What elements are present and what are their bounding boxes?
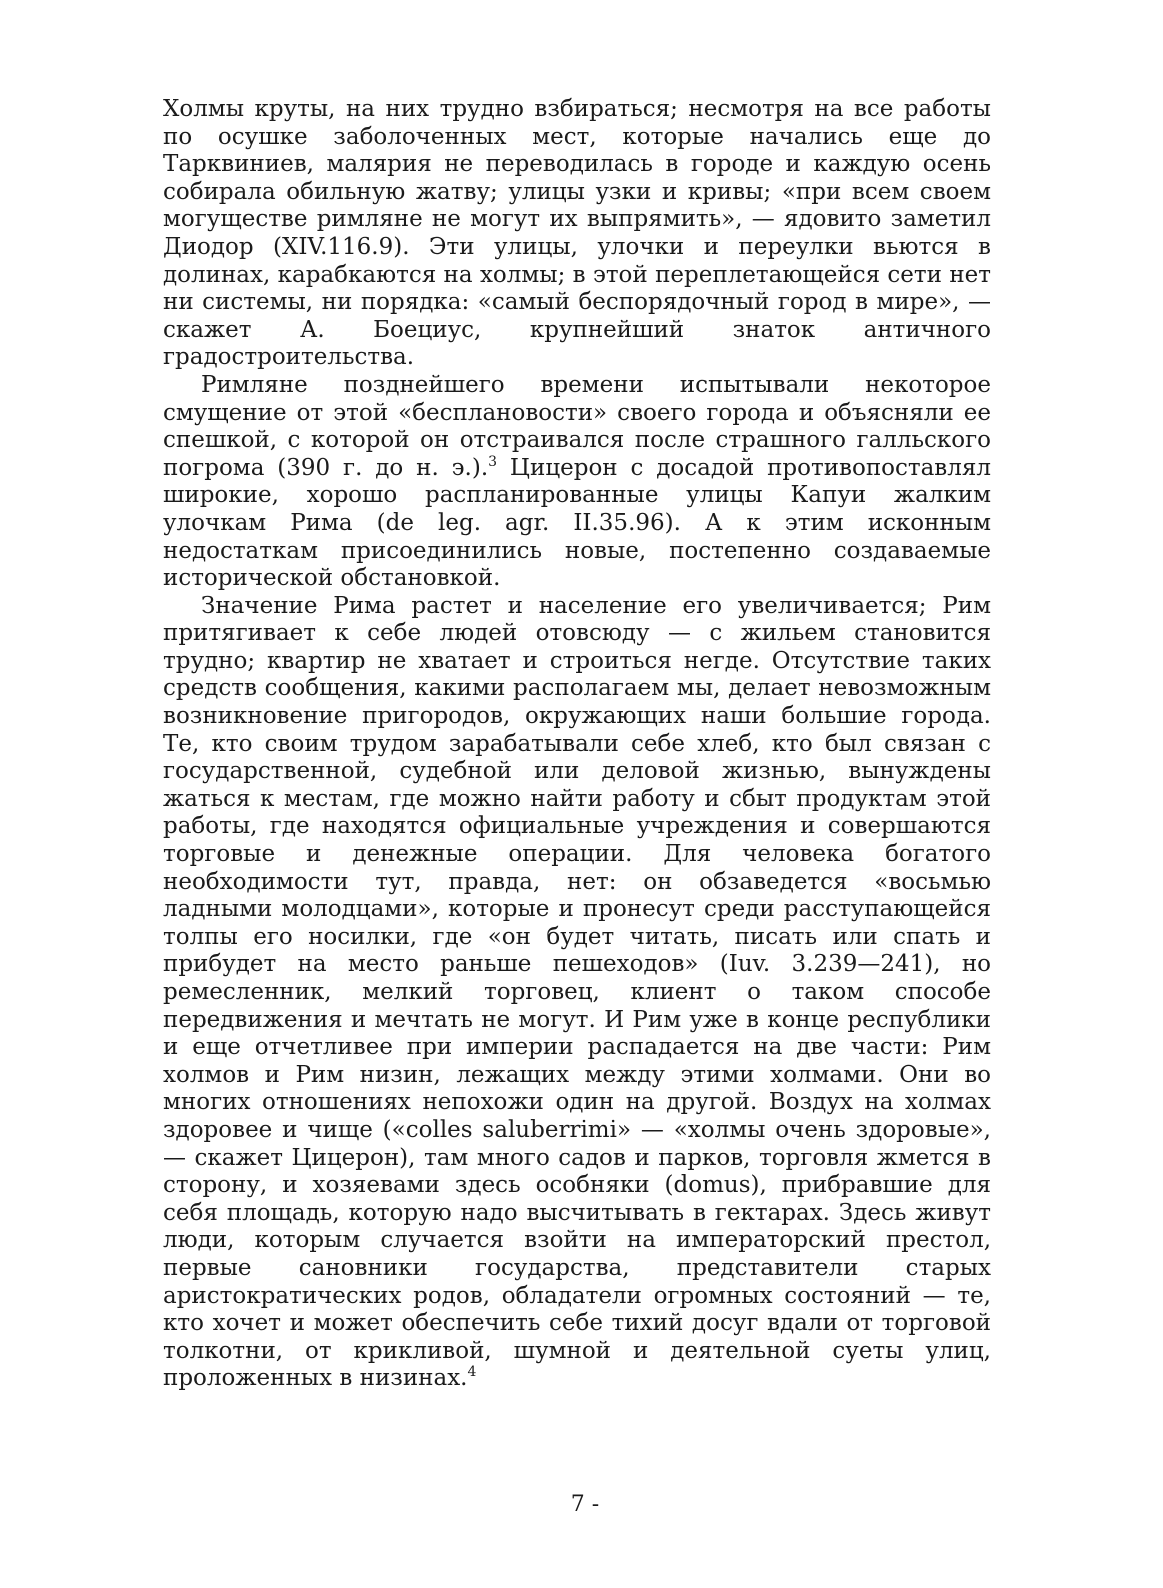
paragraph-text: Римляне позднейшего времени испытывали некоторое смущение от этой «беспланoвости» своего города и объясняли ее спешкой, с которой он отстраивался после страшного галльского погрома (390 г. до н. э.).: [163, 371, 991, 481]
paragraph-text: Холмы круты, на них трудно взбираться; несмотря на все работы по осушке заболоченных мест, которые начались еще до Тарквиниев, малярия не переводилась в городе и каждую осень собирала обильную жатву; улицы узки и кривы; «при всем своем могуществе римляне не могут их выпрямить», — ядовито заметил Диодор (XIV.116.9). Эти улицы, улочки и переулки вьются в долинах, карабкаются на холмы; в этой переплетающейся сети нет ни системы, ни порядка: «самый беспорядочный город в мире», — скажет А. Боециус, крупнейший знаток античного градостроительства.: [163, 96, 991, 371]
paragraph-rome-growth: [163, 593, 991, 1393]
paragraph-later-romans: [163, 372, 991, 593]
paragraph-hills: [163, 96, 991, 372]
page-number: 7 -: [570, 1492, 600, 1517]
footnote-marker[interactable]: 4: [467, 1364, 477, 1381]
paragraph-text-continued: Цицерон с досадой противопоставлял широкие, хорошо распланированные улицы Капуи жалким улочкам Рима (de leg. agr. II.35.96). А к этим исконным недостаткам присоединились новые, постепенно создаваемые исторической обстановкой.: [163, 454, 991, 592]
footnote-marker[interactable]: 3: [488, 453, 498, 470]
paragraph-text: Значение Рима растет и население его увеличивается; Рим притягивает к себе людей отовсюду — с жильем становится трудно; квартир не хватает и строиться негде. Отсутствие таких средств сообщения, какими располагаем мы, делает невозможным возникновение пригородов, окружающих наши большие города. Те, кто своим трудом зарабатывали себе хлеб, кто был связан с государственной, судебной или деловой жизнью, вынуждены жаться к местам, где можно найти работу и сбыт продуктам этой работы, где находятся официальные учреждения и совершаются торговые и денежные операции. Для человека богатого необходимости тут, правда, нет: он обзаведется «восьмью ладными молодцами», которые и пронесут среди расступающейся толпы его носилки, где «он будет читать, писать или спать и прибудет на место раньше пешеходов» (Iuv. 3.239—241), но ремесленник, мелкий торговец, клиент о таком способе передвижения и мечтать не могут. И Рим уже в конце республики и еще отчетливее при империи распадается на две части: Рим холмов и Рим низин, лежащих между этими холмами. Они во многих отношениях непохожи один на другой. Воздух на холмах здоровее и чище («colles saluberrimi» — «холмы очень здоровые», — скажет Цицерон), там много садов и парков, торговля жмется в сторону, и хозяевами здесь особняки (domus), прибравшие для себя площадь, которую надо высчитывать в гектарах. Здесь живут люди, которым случается взойти на императорский престол, первые сановники государства, представители старых аристократических родов, обладатели огромных состояний — те, кто хочет и может обеспечить себе тихий досуг вдали от торговой толкотни, от крикливой, шумной и деятельной суеты улиц, проложенных в низинах.: [163, 592, 991, 1392]
page-body: [163, 96, 991, 1393]
